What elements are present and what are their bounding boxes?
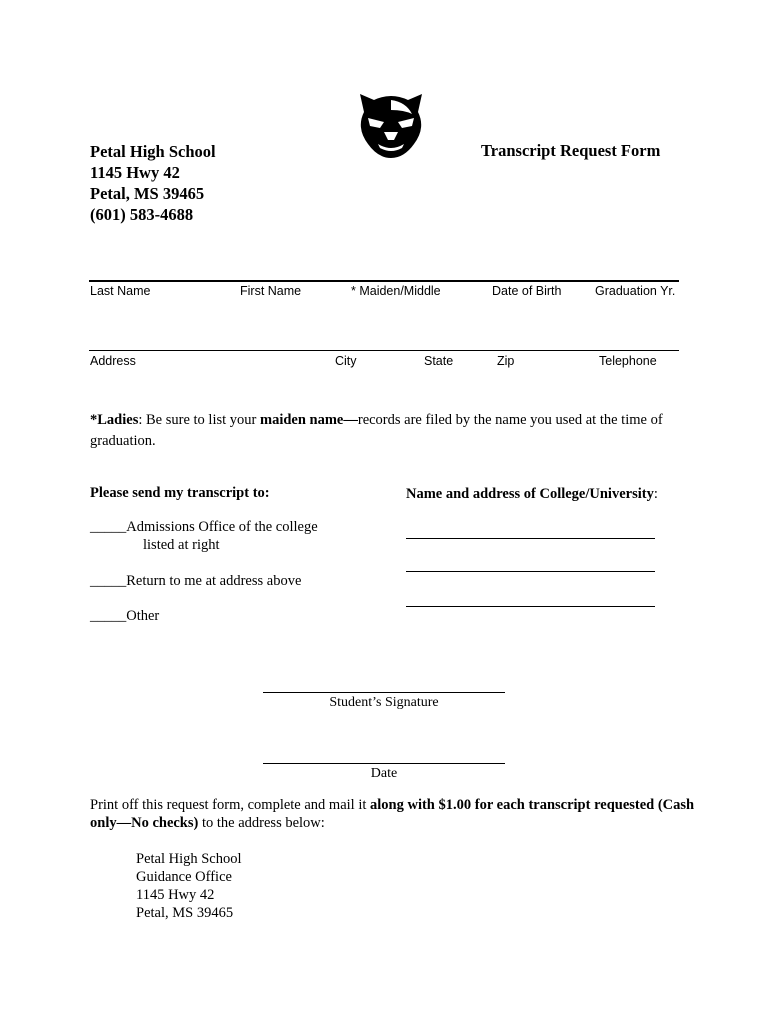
- option-admissions[interactable]: [90, 518, 318, 554]
- first-name-label: First Name: [240, 284, 302, 298]
- option-blank: _____: [90, 573, 127, 589]
- send-to-heading: Please send my transcript to:: [90, 485, 270, 501]
- date-line[interactable]: [263, 763, 505, 764]
- option-other[interactable]: [90, 607, 159, 625]
- zip-label: Zip: [497, 354, 515, 368]
- telephone-label: Telephone: [599, 354, 657, 368]
- option-label-cont: listed at right: [143, 537, 220, 553]
- state-label: State: [424, 354, 454, 368]
- option-label: Admissions Office of the college: [126, 519, 318, 535]
- address-label: Address: [90, 354, 136, 368]
- college-line-1[interactable]: [406, 538, 655, 539]
- ladies-text-2: records are filed by the name you used at the time of graduation.: [90, 412, 663, 449]
- instructions-text-1: Print off this request form, complete and mail it: [90, 797, 371, 813]
- school-info: [90, 141, 216, 225]
- maiden-middle-label: * Maiden/Middle: [351, 284, 441, 298]
- field-rule-2: [89, 350, 679, 351]
- graduation-year-label: Graduation Yr.: [595, 284, 676, 298]
- college-heading-colon: :: [653, 486, 658, 502]
- mailing-address: [136, 850, 242, 922]
- last-name-label: Last Name: [90, 284, 151, 298]
- mail-line-3: 1145 Hwy 42: [136, 887, 215, 903]
- panther-head-logo: [352, 88, 430, 160]
- mail-line-4: Petal, MS 39465: [136, 905, 234, 921]
- date-label: Date: [370, 766, 398, 781]
- college-heading-text: Name and address of College/University: [406, 486, 654, 502]
- signature-label: Student’s Signature: [329, 695, 439, 710]
- mailing-instructions: [90, 796, 700, 832]
- ladies-text-1: : Be sure to list your: [138, 412, 260, 428]
- college-line-3[interactable]: [406, 606, 655, 607]
- college-heading: [406, 486, 658, 503]
- option-label: Return to me at address above: [126, 573, 302, 589]
- city-label: City: [335, 354, 357, 368]
- option-blank: _____: [90, 519, 127, 535]
- school-city-state-zip: Petal, MS 39465: [90, 184, 205, 203]
- ladies-note: [90, 410, 690, 452]
- instructions-bold: along with $1.00 for each transcript requested (Cash only—No checks): [90, 797, 695, 831]
- signature-line[interactable]: [263, 692, 505, 693]
- option-blank: _____: [90, 608, 127, 624]
- instructions-text-2: to the address below:: [198, 815, 325, 831]
- maiden-name-emphasis: maiden name—: [259, 412, 358, 428]
- field-rule-1: [89, 280, 679, 282]
- option-label: Other: [126, 608, 160, 624]
- mail-line-1: Petal High School: [136, 851, 242, 867]
- school-name: Petal High School: [90, 142, 216, 161]
- school-phone: (601) 583-4688: [90, 205, 194, 224]
- school-street: 1145 Hwy 42: [90, 163, 180, 182]
- mail-line-2: Guidance Office: [136, 869, 232, 885]
- date-of-birth-label: Date of Birth: [492, 284, 562, 298]
- form-title: Transcript Request Form: [481, 141, 661, 160]
- college-line-2[interactable]: [406, 571, 655, 572]
- ladies-prefix: *Ladies: [90, 412, 139, 428]
- option-return-to-me[interactable]: [90, 572, 301, 590]
